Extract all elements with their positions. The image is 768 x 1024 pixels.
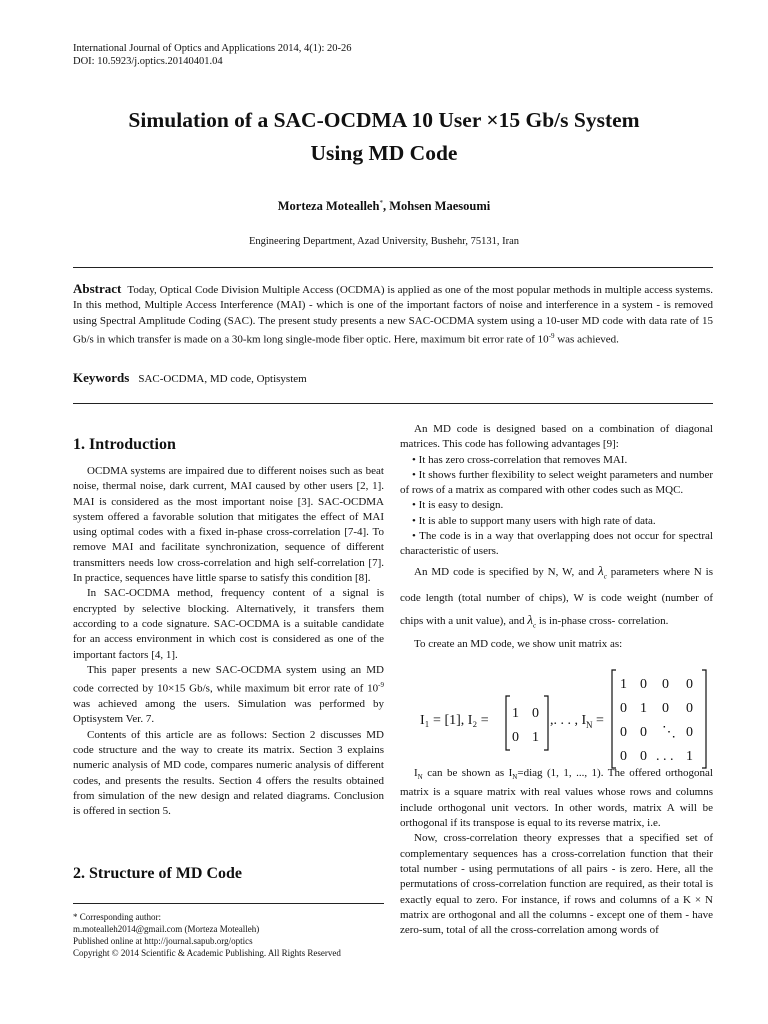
footnote-line-1: * Corresponding author:	[73, 912, 161, 922]
bullet-4: • It is able to support many users with high rate of data.	[412, 514, 656, 527]
in-cell-33: 1	[686, 749, 693, 764]
journal-header	[73, 42, 352, 68]
author-2: , Mohsen Maesoumi	[382, 199, 491, 214]
intro-paragraph-4: Contents of this article are as follows: Section 2 discusses MD code structure and the way to create its matrix. Section 3 explains numeric analysis of MD code, compares numeric analysis of different codes, and presents the results. Section 4 offers the results obtained from simulation of the new design and related diagrams. Conclusion is offered in section 5.	[73, 728, 384, 818]
bullet-1: • It has zero cross-correlation that removes MAI.	[412, 453, 628, 466]
in-right-bracket	[702, 670, 706, 768]
bullet-3: • It is easy to design.	[412, 499, 504, 512]
abstract-exponent: -9	[548, 331, 555, 340]
md-paragraph-5: Now, cross-correlation theory expresses that a specified set of complementary sequences has a cross-correlation function that their total number - using permutations of all pairs - is zero. Here, all the permutations of cross-correlation function are required, as their total is exactly equal to zero. For instance, if rows and columns of a K × N matrix are orthogonal and all the columns - except one of them - have zero-sum, total of all the cross-correlation among words of	[400, 832, 713, 937]
footnote-copyright: Copyright © 2014 Scientific & Academic Publishing. All Rights Reserved	[73, 948, 341, 958]
footnote	[73, 911, 341, 959]
i2-cell-01: 0	[532, 706, 539, 721]
in-cell-00: 1	[620, 677, 627, 692]
intro-p3-text: This paper presents a new SAC-OCDMA system using an MD code corrected by 10×15 Gb/s, while maximum bit error rate of 10	[73, 663, 384, 695]
in-cell-22: ⋱	[662, 725, 676, 740]
keywords-text: SAC-OCDMA, MD code, Optisystem	[138, 373, 307, 385]
top-divider	[73, 267, 713, 268]
intro-paragraph-2: In SAC-OCDMA method, frequency content of a signal is encrypted by selective blocking. Alternatively, it transfers them according to a code signature. SAC-OCDMA is a suitable candidate for an access environment in which cost is considered as one of the important factors [4, 1].	[73, 587, 384, 661]
intro-paragraph-1: OCDMA systems are impaired due to different noises such as beat noise, thermal noise, dark current, MAI caused by other users [2, 1]. MAI is considered as the most important noise [3]. SAC-OCDMA system offered a favorable solution that mitigates the effect of MAI using optimal codes with a fixed in-phase cross-correlation [7-4]. To remove MAI and facilitate synchronization, sequence of different transmitters needs low cross-correlation and high self-correlation [7]. In practice, sequences have little sparse to satisfy this condition [8].	[73, 465, 384, 585]
in-cell-10: 0	[620, 701, 627, 716]
in-left-bracket	[612, 670, 616, 768]
in-matrix-cells	[620, 677, 693, 764]
in-subscript: N	[586, 720, 593, 730]
affiliation: Engineering Department, Azad University, Bushehr, 75131, Iran	[248, 236, 520, 247]
p4-sub-1: N	[417, 773, 423, 782]
bullet-2: • It shows further flexibility to select weight parameters and number of rows of a matrix as compared with other codes such as MQC.	[400, 468, 713, 497]
in-cell-12: 0	[662, 701, 669, 716]
in-cell-23: 0	[686, 725, 693, 740]
footnote-published: Published online at http://journal.sapub.org/optics	[73, 936, 253, 946]
lambda-sub: c	[603, 572, 607, 581]
lambda-sub-2: c	[533, 621, 537, 630]
paper-title	[60, 104, 708, 170]
in-cell-01: 0	[640, 677, 647, 692]
in-cell-31: 0	[640, 749, 647, 764]
in-cell-03: 0	[686, 677, 693, 692]
p4-in: I	[414, 767, 418, 779]
in-cell-20: 0	[620, 725, 627, 740]
in-cell-13: 0	[686, 701, 693, 716]
abstract-text-end: was achieved.	[554, 333, 619, 346]
intro-paragraph-3	[73, 663, 384, 728]
bullet-5: • The code is in a way that overlapping does not occur for spectral characteristic of users.	[400, 530, 713, 558]
i2-cell-00: 1	[512, 706, 519, 721]
md-paragraph-2	[400, 560, 713, 637]
author-list	[0, 199, 768, 214]
author-1: Morteza Motealleh	[277, 199, 380, 214]
left-column	[73, 464, 384, 819]
footnote-email: m.motealleh2014@gmail.com (Morteza Motealleh)	[73, 924, 260, 934]
in-cell-02: 0	[662, 677, 669, 692]
intro-p3-text-end: was achieved among the users. Simulation was performed by Optisystem Ver. 7.	[73, 698, 384, 726]
doi: DOI: 10.5923/j.optics.20140401.04	[73, 56, 223, 67]
corresponding-mark: *	[379, 199, 383, 207]
title-line-2: Using MD Code	[310, 141, 458, 165]
p4-text-b: can be shown as I	[422, 767, 513, 779]
lambda-symbol	[598, 562, 607, 581]
i2-right-bracket	[544, 696, 548, 750]
matrix-i1-i2-label: I₁ = [1], I₂ =	[420, 713, 489, 728]
identity-matrix-equation	[420, 668, 720, 770]
in-cell-32: . . .	[656, 749, 674, 764]
md-paragraph-1: An MD code is designed based on a combination of diagonal matrices. This code has following advantages [9]:	[400, 423, 713, 451]
journal-citation: International Journal of Optics and Applications 2014, 4(1): 20-26	[73, 43, 352, 54]
abstract-divider	[73, 403, 713, 404]
md-paragraph-3: To create an MD code, we show unit matrix as:	[414, 637, 623, 650]
in-cell-30: 0	[620, 749, 627, 764]
keywords	[73, 370, 713, 386]
abstract-text: Today, Optical Code Division Multiple Access (OCDMA) is applied as one of the most popular methods in multiple access systems. In this method, Multiple Access Interference (MAI) - which is one of the important factors of noise and interference in a system - is removed using Spectral Amplitude Coding (SAC). The present study presents a new SAC-OCDMA system using a 10-user MD code with data rate of 15 Gb/s in which transfer is made on a 30-km long single-mode fiber optic. Here, maximum bit error rate of 10	[73, 284, 713, 346]
lambda-symbol-2	[527, 612, 537, 630]
p2-text-b: parameters where N is code length (total number of chips), W is code weight (number of chips with a unit value), and	[400, 565, 714, 628]
p4-text-c: =diag (1, 1, ..., 1). The offered orthogonal matrix is a square matrix with real values whose rows and columns include orthogonal unit vectors. In other words, matrix A will be orthogonal if its transpose is equal to its reverse matrix, i.e.	[400, 767, 713, 830]
section-2-heading: 2. Structure of MD Code	[73, 865, 243, 882]
right-column	[400, 422, 713, 652]
i2-cell-11: 1	[532, 730, 539, 745]
p4-sub-2: N	[512, 773, 518, 782]
abstract-label: Abstract	[73, 281, 122, 296]
p2-text-a: An MD code is specified by N, W, and	[414, 565, 595, 578]
p2-text-c: is in-phase cross- correlation.	[538, 615, 669, 628]
lambda-glyph-2: λ	[527, 612, 534, 628]
i2-cell-10: 0	[512, 730, 519, 745]
in-cell-21: 0	[640, 725, 647, 740]
matrix-equals: =	[596, 713, 604, 728]
md-paragraph-4	[400, 766, 713, 831]
keywords-label: Keywords	[73, 370, 130, 385]
footnote-divider	[73, 903, 384, 904]
matrix-ellipsis: ,. . . , I	[550, 713, 587, 728]
abstract	[73, 281, 713, 348]
lambda-glyph: λ	[598, 562, 604, 578]
i2-left-bracket	[506, 696, 510, 750]
intro-p3-exponent: -9	[378, 681, 384, 690]
right-column-lower	[400, 766, 713, 938]
section-1-heading: 1. Introduction	[73, 436, 176, 453]
title-line-1: Simulation of a SAC-OCDMA 10 User ×15 Gb/s System	[128, 108, 640, 132]
in-cell-11: 1	[640, 701, 647, 716]
